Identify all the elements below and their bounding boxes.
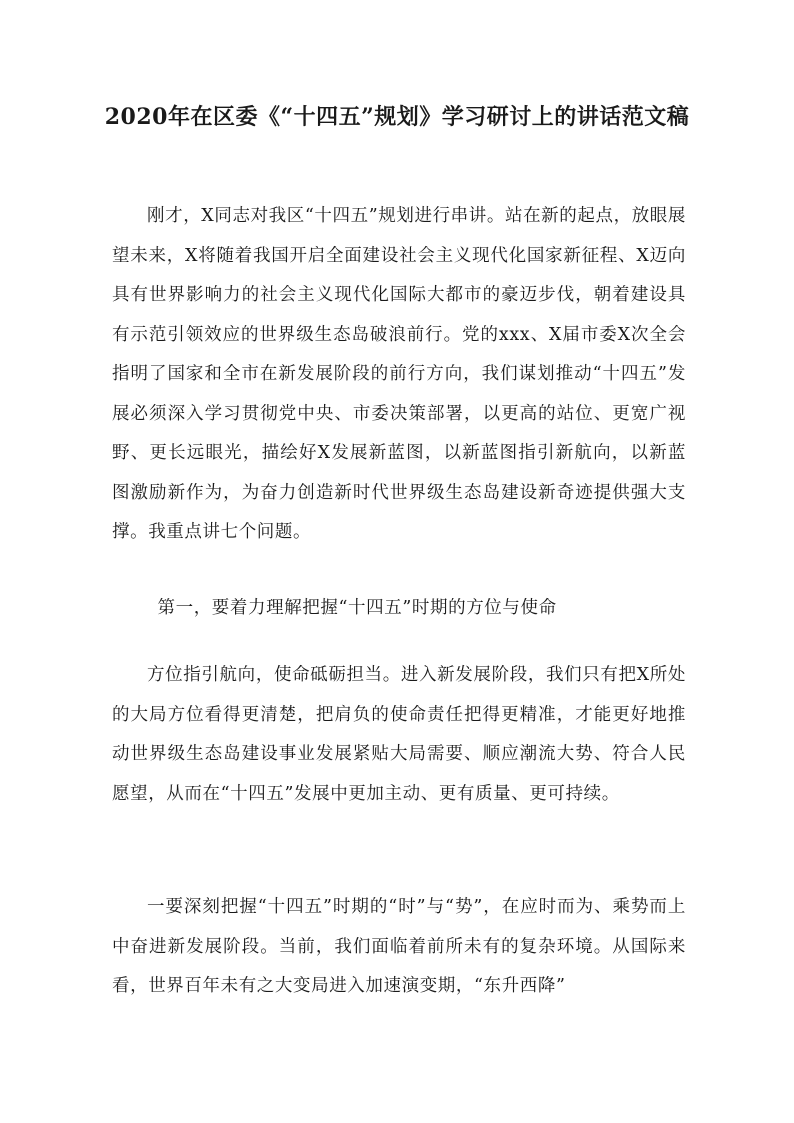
section-heading-first: 第一，要着力理解把握“十四五”时期的方位与使命: [157, 598, 557, 618]
paragraph-time-trend: 一要深刻把握“十四五”时期的“时”与“势”，在应时而为、乘势而上中奋进新发展阶段。当前，我们面临着前所未有的复杂环境。从国际来看，世界百年未有之大变局进入加速演变期，“东升西降”: [112, 897, 686, 996]
paragraph-position-mission: 方位指引航向，使命砥砺担当。进入新发展阶段，我们只有把X所处的大局方位看得更清楚，把肩负的使命责任把得更精准，才能更好地推动世界级生态岛建设事业发展紧贴大局需要、顺应潮流大势、符合人民愿望，从而在“十四五”发展中更加主动、更有质量、更可持续。: [112, 665, 686, 804]
paragraph-intro: 刚才，X同志对我区“十四五”规划进行串讲。站在新的起点，放眼展望未来，X将随着我国开启全面建设社会主义现代化国家新征程、X迈向具有世界影响力的社会主义现代化国际大都市的豪迈步伐，朝着建设具有示范引领效应的世界级生态岛破浪前行。党的xxx、X届市委X次全会指明了国家和全市在新发展阶段的前行方向，我们谋划推动“十四五”发展必须深入学习贯彻党中央、市委决策部署，以更高的站位、更宽广视野、更长远眼光，描绘好X发展新蓝图，以新蓝图指引新航向，以新蓝图激励新作为，为奋力创造新时代世界级生态岛建设新奇迹提供强大支撑。我重点讲七个问题。: [112, 206, 686, 542]
document-title: 2020年在区委《“十四五”规划》学习研讨上的讲话范文稿: [104, 104, 690, 130]
